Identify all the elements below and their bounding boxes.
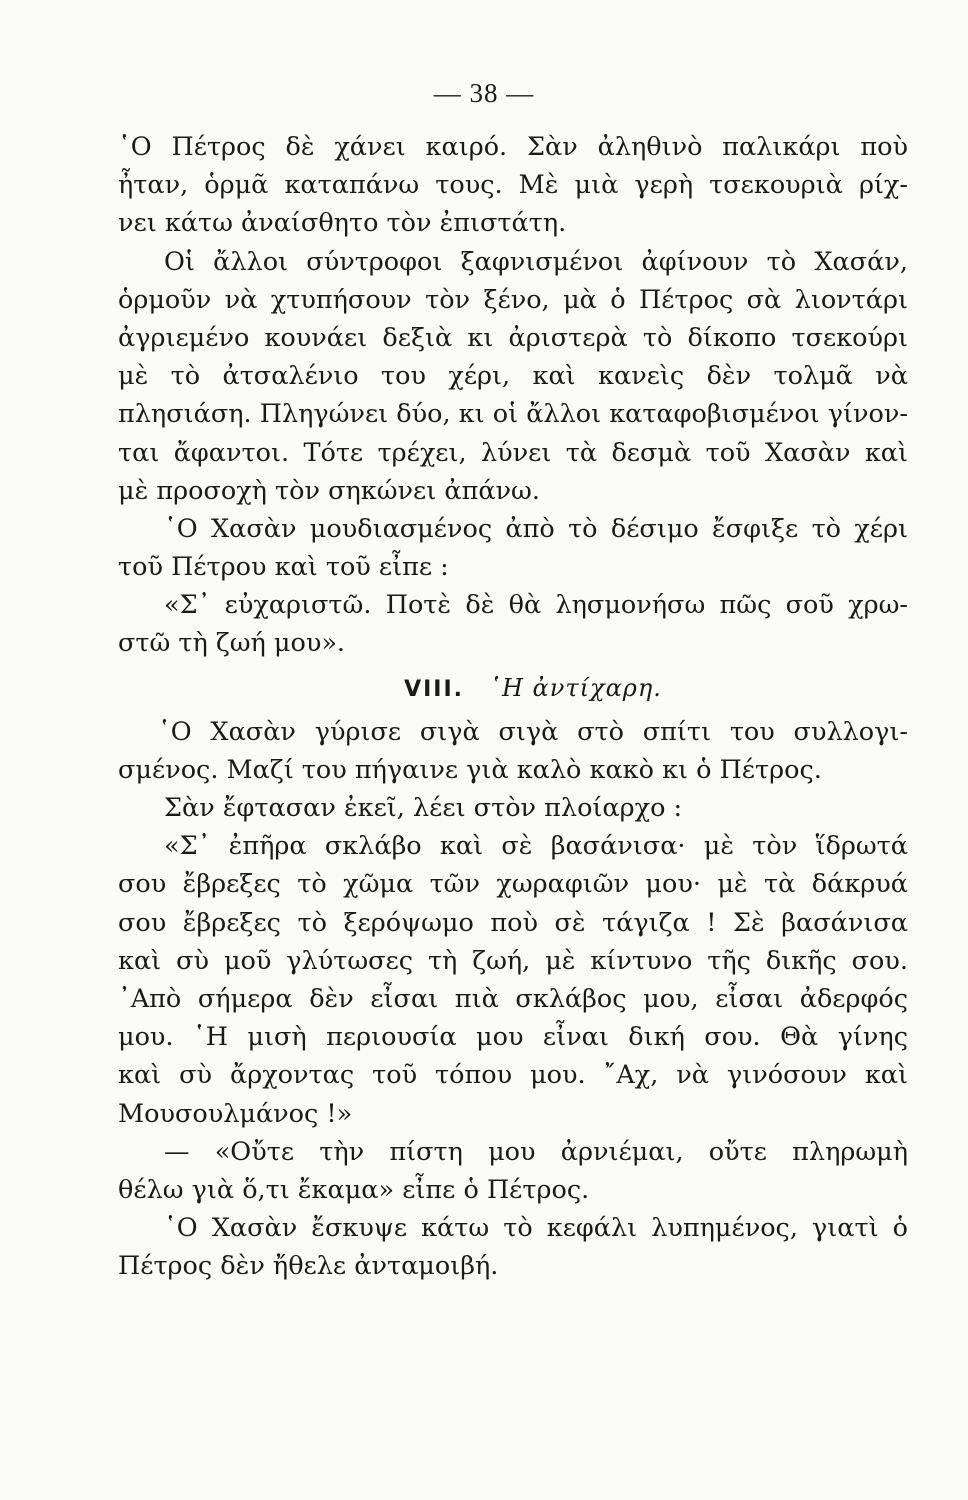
text-line: ῾Ο Χασὰν μουδιασμένος ἀπὸ τὸ δέσιμο ἔσφιξε τὸ χέρι [164,513,908,544]
text-line: «Σ᾽ ἐπῆρα σκλάβο καὶ σὲ βασάνισα· μὲ τὸν ἵδρωτά [164,831,908,862]
text-line: «Σ᾽ εὐχαριστῶ. Ποτὲ δὲ θὰ λησμονήσω πῶς σοῦ χρω- [164,590,908,621]
chapter-title: ῾Η ἀντίχαρη. [488,673,662,702]
text-line: Σὰν ἔφτασαν ἐκεῖ, λέει στὸν πλοίαρχο : [164,793,683,823]
chapter-number: VIII. [404,676,465,702]
text-line: — «Οὔτε τὴν πίστη μου ἀρνιέμαι, οὔτε πληρωμὴ [164,1136,908,1167]
text-line: μὲ προσοχὴ τὸν σηκώνει ἀπάνω. [118,475,540,506]
text-line: Οἱ ἄλλοι σύντροφοι ξαφνισμένοι ἀφίνουν τὸ Χασάν, [164,246,908,277]
text-line: θέλω γιὰ ὅ,τι ἔκαμα» εἶπε ὁ Πέτρος. [118,1174,590,1205]
text-line: σμένος. Μαζί του πήγαινε γιὰ καλὸ κακὸ κι ὁ Πέτρος. [118,754,822,785]
text-line: ὁρμοῦν νὰ χτυπήσουν τὸν ξένο, μὰ ὁ Πέτρος σὰ λιοντάρι [118,284,908,315]
text-line: μὲ τὸ ἀτσαλένιο του χέρι, καὶ κανεὶς δὲν τολμᾶ νὰ [118,361,908,392]
text-line: σου ἔβρεξες τὸ χῶμα τῶν χωραφιῶν μου· μὲ τὰ δάκρυά [118,869,908,900]
text-line: Πέτρος δὲν ἤθελε ἀνταμοιβή. [118,1251,499,1282]
text-line: πλησιάση. Πληγώνει δύο, κι οἱ ἄλλοι καταφοβισμένοι γίνον- [118,399,908,430]
text-line: ᾽Απὸ σήμερα δὲν εἶσαι πιὰ σκλάβος μου, εἶσαι ἀδερφός [118,983,908,1014]
text-line: ἀγριεμένο κουνάει δεξιὰ κι ἀριστερὰ τὸ δίκοπο τσεκούρι [118,322,908,353]
body-text [118,128,908,1285]
text-line: σου ἔβρεξες τὸ ξερόψωμο ποὺ σὲ τάγιζα ! Σὲ βασάνισα [118,907,908,938]
text-line: ἦταν, ὁρμᾶ καταπάνω τους. Μὲ μιὰ γερὴ τσεκουριὰ ρίχ- [118,170,908,201]
text-line: Μουσουλμάνος !» [118,1098,353,1129]
text-line: νει κάτω ἀναίσθητο τὸν ἐπιστάτη. [118,208,567,239]
text-line: μου. ῾Η μισὴ περιουσία μου εἶναι δική σου. Θὰ γίνης [118,1022,908,1053]
text-line: τοῦ Πέτρου καὶ τοῦ εἶπε : [118,552,449,583]
text-line: ται ἄφαντοι. Τότε τρέχει, λύνει τὰ δεσμὰ τοῦ Χασὰν καὶ [118,437,908,468]
page-number: — 38 — [433,78,535,108]
text-line: ῾Ο Χασὰν ἔσκυψε κάτω τὸ κεφάλι λυπημένος, γιατὶ ὁ [164,1213,908,1244]
text-line: καὶ σὺ ἄρχοντας τοῦ τόπου μου. ῎Αχ, νὰ γινόσουν καὶ [118,1060,908,1091]
text-line: καὶ σὺ μοῦ γλύτωσες τὴ ζωή, μὲ κίντυνο τῆς δικῆς σου. [118,945,908,976]
text-line: ῾Ο Πέτρος δὲ χάνει καιρό. Σὰν ἀληθινὸ παλικάρι ποὺ [118,132,908,162]
text-line: στῶ τὴ ζωή μου». [118,628,346,659]
chapter-heading [118,663,908,713]
text-line: ῾Ο Χασὰν γύρισε σιγὰ σιγὰ στὸ σπίτι του συλλογι- [158,716,908,747]
